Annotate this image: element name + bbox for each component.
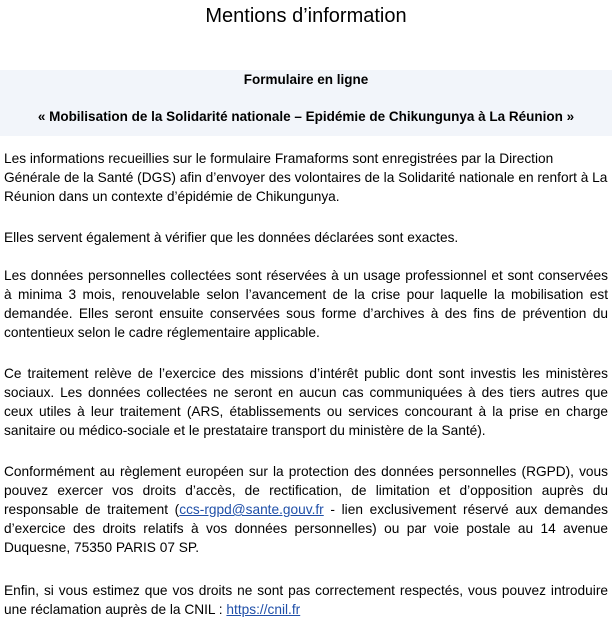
paragraph-rgpd-rights: [4, 462, 608, 557]
paragraph-legal-basis: Ce traitement relève de l’exercice des missions d’intérêt public dont sont investis les ministères sociaux. Les données collectées ne seront en aucun cas communiquées à des tiers autres que ceux utiles à leur traitement (ARS, établissements ou services concourant à la prise en charge sanitaire ou médico-sociale et le prestataire transport du ministère de la Santé).: [4, 366, 608, 438]
form-label: Formulaire en ligne: [243, 72, 369, 87]
page-title: Mentions d’information: [205, 5, 407, 27]
paragraph-retention: Les données personnelles collectées sont réservées à un usage professionnel et sont conservées à minima 3 mois, renouvelable selon l’avancement de la crise pour laquelle la mobilisation est demandée. Elles seront ensuite conservées sous forme d’archives à des fins de prévention du contentieux selon le cadre réglementaire applicable.: [4, 268, 608, 340]
paragraph-verification: Elles servent également à vérifier que les données déclarées sont exactes.: [4, 230, 459, 245]
rgpd-text-after: - lien exclusivement réservé aux demandes d’exercice des droits relatifs à vos données personnelles) ou par voie postale au 14 avenue Duquesne, 75350 PARIS 07 SP.: [4, 502, 608, 555]
paragraph-purpose: Les informations recueillies sur le formulaire Framaforms sont enregistrées par la Direction Générale de la Santé (DGS) afin d’envoyer des volontaires de la Solidarité nationale en renfort à La Réunion dans un contexte d’épidémie de Chikungunya.: [4, 151, 608, 204]
cnil-text: Enfin, si vous estimez que vos droits ne sont pas correctement respectés, vous pouvez introduire une réclamation auprès de la CNIL :: [4, 583, 608, 617]
rgpd-email-link[interactable]: ccs-rgpd@sante.gouv.fr: [179, 502, 324, 517]
cnil-link[interactable]: https://cnil.fr: [226, 602, 301, 617]
form-name: « Mobilisation de la Solidarité nationale – Epidémie de Chikungunya à La Réunion »: [37, 109, 575, 124]
paragraph-cnil: [4, 581, 608, 619]
rgpd-text-before: Conformément au règlement européen sur la protection des données personnelles (RGPD), vous pouvez exercer vos droits d’accès, de rectification, de limitation et d’opposition auprès du responsable de traitement (: [4, 464, 608, 517]
